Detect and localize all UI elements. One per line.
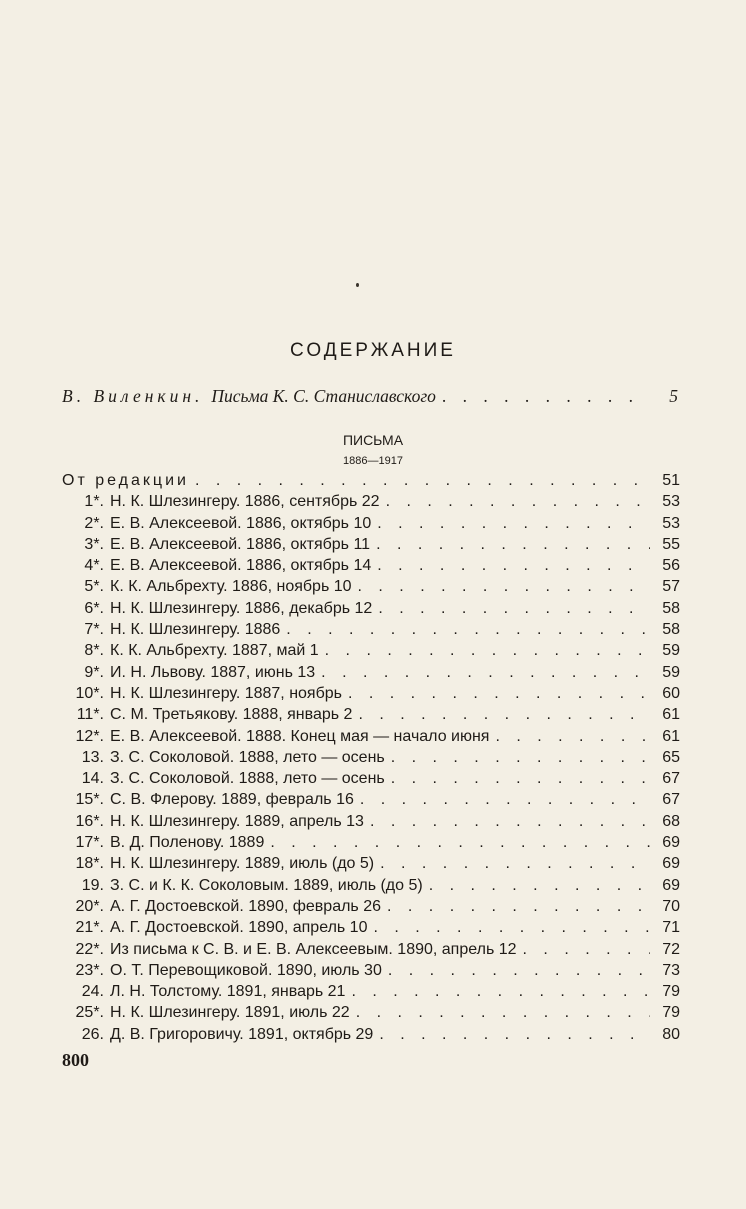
toc-entry-number: 16*.: [75, 812, 104, 830]
toc-entry-number: 1*.: [84, 493, 104, 511]
toc-entry-page: 53: [662, 493, 680, 511]
toc-entry: [62, 706, 680, 727]
toc-entry-text: Из письма к С. В. и Е. В. Алексеевым. 1890, апрель 12: [110, 940, 517, 958]
toc-entry-text: Д. В. Григоровичу. 1891, октябрь 29: [110, 1025, 374, 1043]
toc-entry-page: 56: [662, 557, 680, 575]
dot-leader: [387, 898, 650, 916]
toc-entry-page: 57: [662, 578, 680, 596]
toc-entry-page: 55: [662, 535, 680, 553]
toc-entry-number: 24.: [81, 983, 104, 1001]
dot-leader: [386, 493, 650, 511]
section-title: ПИСЬМА: [342, 432, 404, 448]
toc-entry-text: Н. К. Шлезингеру. 1889, апрель 13: [110, 812, 364, 830]
toc-entry-page: 53: [662, 514, 680, 532]
toc-entry-text: С. В. Флерову. 1889, февраль 16: [110, 791, 354, 809]
toc-entry-text: З. С. Соколовой. 1888, лето — осень: [110, 748, 385, 766]
table-of-contents: [62, 472, 680, 1047]
page-title: СОДЕРЖАНИЕ: [290, 340, 456, 361]
toc-entry-text: В. Д. Поленову. 1889: [110, 834, 265, 852]
toc-entry: [62, 941, 680, 962]
toc-entry-page: 58: [662, 621, 680, 639]
toc-entry-number: 8*.: [84, 642, 104, 660]
toc-entry: [62, 536, 680, 557]
toc-entry: [62, 685, 680, 706]
dot-leader: [286, 621, 650, 639]
toc-entry-text: С. М. Третьякову. 1888, январь 2: [110, 706, 353, 724]
intro-entry: [62, 386, 678, 407]
dot-leader: [376, 536, 650, 554]
toc-entry-number: 5*.: [84, 578, 104, 596]
toc-entry-text: Н. К. Шлезингеру. 1886, сентябрь 22: [110, 493, 380, 511]
toc-entry-number: 10*.: [75, 684, 104, 702]
toc-entry: [62, 642, 680, 663]
toc-entry: [62, 855, 680, 876]
toc-entry-text: Н. К. Шлезингеру. 1886, декабрь 12: [110, 599, 373, 617]
toc-entry-number: 20*.: [75, 897, 104, 915]
toc-entry-text: А. Г. Достоевской. 1890, февраль 26: [110, 897, 382, 915]
toc-entry: [62, 1004, 680, 1025]
toc-entry-number: 19.: [81, 876, 104, 894]
toc-entry-page: 72: [662, 940, 680, 958]
toc-entry: [62, 664, 680, 685]
dot-leader: [391, 749, 650, 767]
toc-entry: [62, 728, 680, 749]
toc-entry-page: 58: [662, 599, 680, 617]
toc-entry-number: 21*.: [75, 919, 104, 937]
toc-entry-page: 69: [662, 855, 680, 873]
toc-entry-text: От редакции: [62, 472, 189, 489]
toc-entry: [62, 983, 680, 1004]
dot-leader: [356, 1004, 650, 1022]
toc-entry-text: А. Г. Достоевской. 1890, апрель 10: [110, 919, 368, 937]
toc-entry-page: 61: [662, 706, 680, 724]
toc-entry-page: 51: [662, 472, 680, 489]
toc-entry-text: И. Н. Львову. 1887, июнь 13: [110, 663, 316, 681]
dot-leader: [321, 664, 650, 682]
dot-leader: [378, 600, 650, 618]
toc-entry-number: 14.: [81, 770, 104, 788]
toc-entry-text: З. С. и К. К. Соколовым. 1889, июль (до 5): [110, 876, 423, 894]
toc-entry: [62, 493, 680, 514]
toc-entry-text: Е. В. Алексеевой. 1886, октябрь 14: [110, 557, 372, 575]
intro-page: 5: [669, 386, 678, 406]
toc-entry-page: 73: [662, 961, 680, 979]
toc-entry: [62, 791, 680, 812]
toc-entry-text: К. К. Альбрехту. 1887, май 1: [110, 642, 319, 660]
toc-entry-page: 79: [662, 1004, 680, 1022]
toc-entry-number: 23*.: [75, 961, 104, 979]
toc-entry: [62, 919, 680, 940]
toc-entry-page: 69: [662, 876, 680, 894]
dot-leader: [377, 515, 650, 533]
toc-entry-number: 12*.: [75, 727, 104, 745]
toc-entry-page: 59: [662, 642, 680, 660]
toc-entry-text: Е. В. Алексеевой. 1886, октябрь 11: [110, 535, 371, 553]
toc-entry: [62, 600, 680, 621]
dot-leader: [195, 472, 650, 490]
toc-entry: [62, 877, 680, 898]
page-number: 800: [62, 1050, 89, 1070]
toc-entry-page: 59: [662, 663, 680, 681]
toc-entry: [62, 962, 680, 983]
toc-entry-page: 67: [662, 770, 680, 788]
toc-entry: [62, 515, 680, 536]
dot-leader: [380, 855, 650, 873]
toc-entry-text: Н. К. Шлезингеру. 1887, ноябрь: [110, 684, 342, 702]
toc-entry-text: Н. К. Шлезингеру. 1889, июль (до 5): [110, 855, 375, 873]
toc-entry: [62, 749, 680, 770]
dot-leader: [270, 834, 650, 852]
toc-entry-number: 9*.: [84, 663, 104, 681]
dot-leader: [358, 578, 650, 596]
dot-leader: [523, 941, 650, 959]
intro-author: В. Виленкин.: [62, 386, 204, 406]
toc-entry: [62, 472, 680, 493]
toc-entry-text: Н. К. Шлезингеру. 1886: [110, 621, 281, 639]
toc-entry: [62, 834, 680, 855]
toc-entry-page: 69: [662, 834, 680, 852]
section-years: 1886—1917: [343, 455, 403, 467]
toc-entry-page: 79: [662, 983, 680, 1001]
dot-leader: [358, 706, 650, 724]
toc-entry: [62, 770, 680, 791]
toc-entry-number: 15*.: [75, 791, 104, 809]
toc-entry: [62, 813, 680, 834]
toc-entry-page: 60: [662, 684, 680, 702]
toc-entry-number: 26.: [81, 1025, 104, 1043]
toc-entry-text: Н. К. Шлезингеру. 1891, июль 22: [110, 1004, 350, 1022]
dot-leader: [373, 919, 650, 937]
toc-entry-text: Е. В. Алексеевой. 1888. Конец мая — начало июня: [110, 727, 490, 745]
dot-leader: [442, 386, 648, 407]
dot-leader: [348, 685, 650, 703]
dot-leader: [360, 791, 650, 809]
toc-entry-number: 11*.: [76, 706, 104, 724]
dot-leader: [495, 728, 650, 746]
toc-entry-text: К. К. Альбрехту. 1886, ноябрь 10: [110, 578, 352, 596]
dot-leader: [388, 962, 650, 980]
toc-entry-page: 67: [662, 791, 680, 809]
toc-entry-number: 18*.: [75, 855, 104, 873]
toc-entry-number: 25*.: [75, 1004, 104, 1022]
toc-entry: [62, 898, 680, 919]
toc-entry-page: 65: [662, 748, 680, 766]
toc-entry-text: Л. Н. Толстому. 1891, январь 21: [110, 983, 346, 1001]
dot-leader: [391, 770, 650, 788]
toc-entry-number: 3*.: [84, 535, 104, 553]
toc-entry: [62, 1026, 680, 1047]
dot-leader: [325, 642, 650, 660]
toc-entry-number: 6*.: [84, 599, 104, 617]
dot-leader: [370, 813, 650, 831]
toc-entry-text: З. С. Соколовой. 1888, лето — осень: [110, 770, 385, 788]
ink-spot: [356, 283, 359, 287]
dot-leader: [429, 877, 650, 895]
toc-entry-number: 13.: [81, 748, 104, 766]
dot-leader: [351, 983, 650, 1001]
toc-entry: [62, 621, 680, 642]
toc-entry-number: 22*.: [75, 940, 104, 958]
toc-entry-number: 7*.: [84, 621, 104, 639]
toc-entry-page: 61: [662, 727, 680, 745]
toc-entry-text: Е. В. Алексеевой. 1886, октябрь 10: [110, 514, 372, 532]
toc-entry-text: О. Т. Перевощиковой. 1890, июль 30: [110, 961, 382, 979]
dot-leader: [379, 1026, 650, 1044]
toc-entry: [62, 557, 680, 578]
toc-entry-page: 71: [662, 919, 680, 937]
toc-entry-number: 4*.: [84, 557, 104, 575]
intro-text: Письма К. С. Станиславского: [211, 386, 436, 406]
dot-leader: [377, 557, 650, 575]
toc-entry-page: 70: [662, 897, 680, 915]
toc-entry-page: 68: [662, 812, 680, 830]
toc-entry-number: 2*.: [84, 514, 104, 532]
toc-entry-number: 17*.: [75, 834, 104, 852]
toc-entry-page: 80: [662, 1025, 680, 1043]
toc-entry: [62, 578, 680, 599]
